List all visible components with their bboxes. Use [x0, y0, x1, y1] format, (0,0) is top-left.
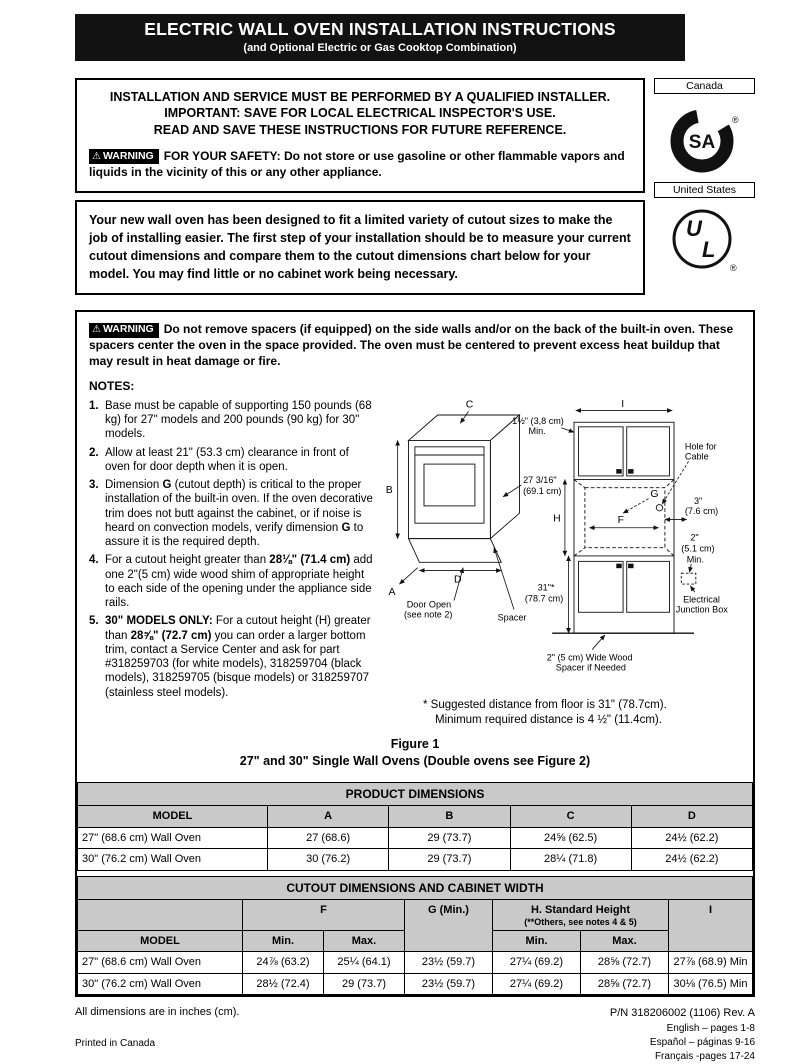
canada-label: Canada — [654, 78, 755, 94]
csa-mark-icon — [666, 101, 744, 177]
note-segment: Base must be capable of supporting 150 pounds (68 kg) for 27" models and 200 pounds (90 kg) for 30" models. — [105, 399, 372, 441]
floor-distance-label: 31"* — [537, 582, 555, 593]
safety-warning-text: FOR YOUR SAFETY: Do not store or use gasoline or other flammable vapors and liquids in the vicinity of this or any other appliance. — [89, 148, 625, 180]
product-dimensions-table — [77, 782, 753, 871]
hole-for-cable-label: Hole for — [684, 441, 717, 452]
model-cell: 30" (76.2 cm) Wall Oven — [78, 849, 268, 871]
table-row — [78, 827, 753, 849]
note-item-1 — [89, 399, 375, 442]
language-pages-french: Français -pages 17-24 — [654, 1050, 755, 1062]
product-table-header-row — [78, 806, 753, 828]
door-handle — [617, 564, 622, 568]
note-segment-bold: 30" MODELS ONLY: — [105, 615, 213, 628]
dim-label-b: B — [385, 485, 393, 497]
floor-distance-cm-label: (78.7 cm) — [524, 593, 564, 604]
dim-b: 29 (73.7) — [389, 827, 510, 849]
note-segment-bold: 28⅛" (71.4 cm) — [269, 554, 351, 567]
dim-c: 24⅝ (62.5) — [510, 827, 631, 849]
dim-label-f: F — [617, 515, 625, 527]
f-min: 28½ (72.4) — [243, 973, 324, 995]
notes-list — [89, 395, 381, 728]
intro-section — [75, 78, 755, 295]
part-number: P/N 318206002 (1106) Rev. A — [609, 1007, 755, 1020]
figure1-label: Figure 1 — [390, 737, 440, 752]
note-item-5 — [89, 614, 375, 700]
note-item-3 — [89, 478, 375, 549]
model-cell: 27" (68.6 cm) Wall Oven — [78, 952, 243, 974]
model-cell: 27" (68.6 cm) Wall Oven — [78, 827, 268, 849]
warning-badge — [89, 323, 159, 338]
dim-label-d: D — [454, 574, 462, 586]
door-open-label: Door Open — [406, 599, 452, 610]
column-header-a: A — [268, 806, 389, 828]
qualified-installer-box — [75, 78, 645, 193]
spacer-warning-paragraph — [77, 312, 753, 372]
column-group-i: I — [669, 899, 753, 952]
cutout-intro-box — [75, 200, 645, 295]
dim-c: 28¼ (71.8) — [510, 849, 631, 871]
note-number: 2. — [89, 446, 99, 459]
table-row — [78, 973, 753, 995]
intro-left-column — [75, 78, 645, 295]
note-text — [105, 553, 375, 610]
certification-column — [654, 78, 755, 295]
dim-d: 24½ (62.2) — [631, 849, 752, 871]
floor-note-line1: * Suggested distance from floor is 31" (78.7cm). — [423, 698, 667, 711]
note-number: 4. — [89, 554, 99, 567]
floor-distance-note — [423, 698, 749, 728]
h-min-header: Min. — [493, 930, 581, 952]
dim-label-g: G — [650, 488, 659, 500]
f-max: 29 (73.7) — [324, 973, 405, 995]
registered-mark: ® — [731, 115, 739, 125]
cutout-dimensions-table — [77, 876, 753, 996]
dimensions-note: All dimensions are in inches (cm). — [75, 1006, 240, 1019]
dim-label-c: C — [465, 399, 474, 411]
note-segment: For a cutout height (H) greater than — [105, 615, 371, 642]
door-handle — [617, 469, 622, 473]
footer-left — [75, 1006, 239, 1063]
note-segment-bold: G — [341, 521, 351, 534]
ul-letter-u: U — [685, 216, 702, 241]
f-min-header: Min. — [243, 930, 324, 952]
notes-and-diagram-row — [77, 393, 753, 728]
ul-logo — [654, 198, 755, 282]
figure1-diagram — [381, 395, 747, 695]
ul-mark-icon — [669, 205, 741, 277]
h-header-line2: (**Others, see notes 4 & 5) — [524, 917, 637, 928]
dim-d: 24½ (62.2) — [631, 827, 752, 849]
note-segment: you can order a larger bottom trim, contact a Service Center and ask for part #318259703 (for white models), 318259704 (black models), 318259705 (bisque models) or 318259707 (stainless steel models). — [105, 629, 370, 699]
dim-label-a: A — [388, 586, 396, 598]
side-distance-cm-label: (7.6 cm) — [684, 506, 719, 517]
figure1-area — [381, 395, 749, 728]
empty-header-cell — [78, 899, 243, 930]
column-header-c: C — [510, 806, 631, 828]
oven-drawing — [409, 415, 520, 562]
h-max: 28⅝ (72.7) — [581, 973, 669, 995]
junction-box-label: Electrical — [683, 594, 720, 605]
i-min: 30⅛ (76.5) Min — [669, 973, 753, 995]
ul-letter-l: L — [701, 237, 715, 262]
cutout-intro-text: Your new wall oven has been designed to fit a limited variety of cutout sizes to make the job of installing easier. The first step of your installation should be to measure your current cutout dimensions and compare them to the cutout dimensions chart below for your model. You may find little or no cabinet work being necessary. — [89, 213, 631, 281]
language-pages-english: English – pages 1-8 — [666, 1022, 755, 1034]
h-max-header: Max. — [581, 930, 669, 952]
dim-label-h: H — [553, 513, 561, 525]
note-segment: (cutout depth) is critical to the proper installation of the built-in oven. If the oven decorative trim does not butt against the cabinet, or if noise is heard on convection models, verify dimension — [105, 479, 373, 534]
door-handle — [629, 469, 634, 473]
side-distance-label: 3" — [694, 496, 703, 507]
note-item-2 — [89, 446, 375, 475]
warning-badge-label: WARNING — [102, 323, 154, 336]
g-min: 23½ (59.7) — [405, 952, 493, 974]
note-segment-bold: G — [162, 479, 172, 492]
document-subtitle: (and Optional Electric or Gas Cooktop Combination) — [243, 42, 517, 54]
note-segment: For a cutout height greater than — [105, 554, 270, 567]
spacer-label: Spacer — [497, 612, 527, 623]
page-footer — [75, 1006, 755, 1063]
main-instruction-box — [75, 310, 755, 997]
jbox-clearance-label: 2" — [690, 532, 699, 543]
warning-badge — [89, 149, 159, 165]
wood-spacer-label2: Spacer if Needed — [555, 662, 626, 673]
note-item-4 — [89, 553, 375, 610]
note-text — [105, 399, 375, 442]
h-header-line1: H. Standard Height — [530, 903, 630, 916]
i-min: 27⅞ (68.9) Min — [669, 952, 753, 974]
top-clearance-min-label: Min. — [528, 426, 546, 437]
title-banner — [75, 14, 685, 61]
junction-box — [681, 573, 696, 584]
f-max: 25¼ (64.1) — [324, 952, 405, 974]
hole-for-cable-label2: Cable — [684, 451, 709, 462]
warning-badge-label: WARNING — [102, 149, 154, 162]
h-min: 27¼ (69.2) — [493, 973, 581, 995]
door-open-note-label: (see note 2) — [404, 609, 453, 620]
note-segment: to assure it is the required depth. — [105, 521, 364, 549]
language-pages-spanish: Español – páginas 9-16 — [649, 1036, 755, 1048]
junction-box-label2: Junction Box — [675, 604, 728, 615]
installer-line-1: INSTALLATION AND SERVICE MUST BE PERFORMED BY A QUALIFIED INSTALLER. — [109, 90, 611, 104]
note-segment: add one 2"(5 cm) wide wood shim of appropriate height to each side of the opening under the appliance side rails. — [105, 554, 373, 610]
column-group-f: F — [243, 899, 405, 930]
cutout-table-group-row — [78, 899, 753, 930]
h-min: 27¼ (69.2) — [493, 952, 581, 974]
warning-icon: ⚠ — [92, 324, 101, 336]
notes-heading: NOTES: — [89, 378, 135, 393]
model-cell: 30" (76.2 cm) Wall Oven — [78, 973, 243, 995]
dim-a: 27 (68.6) — [268, 827, 389, 849]
h-max: 28⅝ (72.7) — [581, 952, 669, 974]
table-row — [78, 952, 753, 974]
note-segment: Dimension — [105, 479, 163, 492]
g-min: 23½ (59.7) — [405, 973, 493, 995]
figure1-caption-text: 27" and 30" Single Wall Ovens (Double ovens see Figure 2) — [239, 754, 591, 769]
f-min: 24⅞ (63.2) — [243, 952, 324, 974]
csa-letters: SA — [688, 132, 715, 153]
oven-depth-cm-label: (69.1 cm) — [523, 486, 562, 497]
column-group-h — [493, 899, 669, 930]
note-segment: Allow at least 21" (53.3 cm) clearance in front of oven for door depth when it is open. — [105, 446, 349, 473]
column-group-g: G (Min.) — [405, 899, 493, 952]
note-number: 1. — [89, 399, 99, 412]
note-number: 5. — [89, 615, 99, 628]
cutout-table-title: CUTOUT DIMENSIONS AND CABINET WIDTH — [78, 876, 753, 899]
jbox-clearance-cm-label: (5.1 cm) — [681, 543, 715, 554]
figure1-caption — [77, 736, 753, 770]
oven-open-door — [409, 539, 502, 563]
csa-logo — [654, 94, 755, 182]
door-handle — [629, 564, 634, 568]
document-title: ELECTRIC WALL OVEN INSTALLATION INSTRUCTIONS — [144, 19, 616, 39]
f-max-header: Max. — [324, 930, 405, 952]
dim-label-i: I — [621, 398, 625, 410]
spacer-warning-text: Do not remove spacers (if equipped) on the side walls and/or on the back of the built-in oven. These spacers center the oven in the space provided. The oven must be centered to prevent excess heat buildup that may result in heat damage or fire. — [89, 322, 734, 369]
note-text — [105, 614, 375, 700]
model-column-header: MODEL — [78, 806, 268, 828]
footer-right — [610, 1006, 755, 1063]
top-clearance-label: 1½" (3,8 cm) — [512, 416, 564, 427]
note-number: 3. — [89, 479, 99, 492]
note-segment-bold: 28⅝" (72.7 cm) — [130, 629, 212, 642]
oven-depth-label: 27 3/16" — [523, 475, 557, 486]
model-column-header: MODEL — [78, 930, 243, 952]
table-row — [78, 849, 753, 871]
registered-mark: ® — [729, 263, 737, 273]
installer-line-3: READ AND SAVE THESE INSTRUCTIONS FOR FUTURE REFERENCE. — [153, 122, 567, 137]
safety-warning-paragraph — [89, 148, 631, 181]
wood-spacer-label: 2" (5 cm) Wide Wood — [546, 652, 633, 663]
note-text — [105, 478, 375, 549]
installer-line-2: IMPORTANT: SAVE FOR LOCAL ELECTRICAL INSPECTOR'S USE. — [164, 106, 556, 121]
column-header-b: B — [389, 806, 510, 828]
dim-a: 30 (76.2) — [268, 849, 389, 871]
note-text — [105, 446, 375, 475]
printed-in-canada: Printed in Canada — [75, 1038, 156, 1050]
united-states-label: United States — [654, 182, 755, 198]
product-table-title: PRODUCT DIMENSIONS — [78, 783, 753, 806]
warning-icon: ⚠ — [92, 150, 101, 162]
column-header-d: D — [631, 806, 752, 828]
floor-note-line2: Minimum required distance is 4 ½" (11.4cm). — [435, 714, 662, 727]
dim-b: 29 (73.7) — [389, 849, 510, 871]
jbox-clearance-min-label: Min. — [686, 554, 704, 565]
